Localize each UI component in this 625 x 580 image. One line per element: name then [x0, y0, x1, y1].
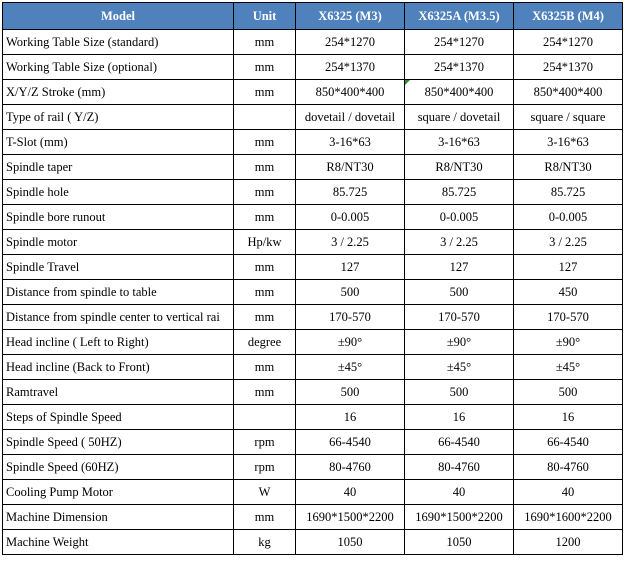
header-x6325: X6325 (M3) — [296, 3, 405, 30]
row-value-x6325: 1690*1500*2200 — [296, 505, 405, 530]
row-unit: mm — [234, 155, 296, 180]
row-unit: rpm — [234, 430, 296, 455]
table-row — [3, 530, 623, 555]
row-unit — [234, 405, 296, 430]
row-value-x6325: 500 — [296, 380, 405, 405]
header-x6325a: X6325A (M3.5) — [405, 3, 514, 30]
row-value-x6325b: ±90° — [514, 330, 623, 355]
row-label: Spindle bore runout — [3, 205, 234, 230]
row-value-x6325a: 3-16*63 — [405, 130, 514, 155]
table-row — [3, 180, 623, 205]
row-value-x6325b: 16 — [514, 405, 623, 430]
row-value-x6325a: 254*1370 — [405, 55, 514, 80]
row-value-x6325: 3 / 2.25 — [296, 230, 405, 255]
row-value-x6325: 40 — [296, 480, 405, 505]
row-unit: mm — [234, 380, 296, 405]
row-value-x6325: R8/NT30 — [296, 155, 405, 180]
row-label: Ramtravel — [3, 380, 234, 405]
table-row — [3, 455, 623, 480]
row-value-x6325a: 170-570 — [405, 305, 514, 330]
row-label: Spindle motor — [3, 230, 234, 255]
row-label: Working Table Size (standard) — [3, 30, 234, 55]
row-unit — [234, 105, 296, 130]
row-value-x6325b: 254*1270 — [514, 30, 623, 55]
row-unit: mm — [234, 280, 296, 305]
row-value-x6325b: 127 — [514, 255, 623, 280]
table-row — [3, 230, 623, 255]
table-row — [3, 205, 623, 230]
row-value-x6325b: 254*1370 — [514, 55, 623, 80]
row-unit: kg — [234, 530, 296, 555]
row-label: Type of rail ( Y/Z) — [3, 105, 234, 130]
row-value-x6325: ±45° — [296, 355, 405, 380]
row-value-x6325b: 1690*1600*2200 — [514, 505, 623, 530]
spec-table — [2, 2, 623, 555]
row-value-x6325a: 254*1270 — [405, 30, 514, 55]
row-value-x6325b: 450 — [514, 280, 623, 305]
table-row — [3, 355, 623, 380]
row-label: Working Table Size (optional) — [3, 55, 234, 80]
row-label: Machine Weight — [3, 530, 234, 555]
row-value-x6325b: ±45° — [514, 355, 623, 380]
row-value-x6325: 850*400*400 — [296, 80, 405, 105]
table-row — [3, 280, 623, 305]
row-unit: mm — [234, 355, 296, 380]
table-row — [3, 380, 623, 405]
table-row — [3, 130, 623, 155]
row-label: Cooling Pump Motor — [3, 480, 234, 505]
row-value-x6325b: square / square — [514, 105, 623, 130]
table-row — [3, 430, 623, 455]
row-value-x6325b: 1200 — [514, 530, 623, 555]
row-value-x6325: 3-16*63 — [296, 130, 405, 155]
row-value-x6325b: 3 / 2.25 — [514, 230, 623, 255]
row-value-x6325: 80-4760 — [296, 455, 405, 480]
row-value-x6325a: 850*400*400 — [405, 80, 514, 105]
spec-table-container — [2, 2, 623, 555]
row-unit: mm — [234, 30, 296, 55]
row-label: Distance from spindle to table — [3, 280, 234, 305]
table-row — [3, 55, 623, 80]
row-value-x6325b: R8/NT30 — [514, 155, 623, 180]
row-value-x6325b: 3-16*63 — [514, 130, 623, 155]
row-value-x6325a: 0-0.005 — [405, 205, 514, 230]
row-label: Head incline ( Left to Right) — [3, 330, 234, 355]
row-label: Machine Dimension — [3, 505, 234, 530]
row-label: Spindle Speed ( 50HZ) — [3, 430, 234, 455]
row-value-x6325b: 850*400*400 — [514, 80, 623, 105]
row-value-x6325: ±90° — [296, 330, 405, 355]
row-value-x6325a: R8/NT30 — [405, 155, 514, 180]
table-row — [3, 255, 623, 280]
row-value-x6325: 1050 — [296, 530, 405, 555]
row-unit: mm — [234, 205, 296, 230]
table-row — [3, 330, 623, 355]
row-unit: degree — [234, 330, 296, 355]
row-unit: mm — [234, 80, 296, 105]
row-value-x6325: 0-0.005 — [296, 205, 405, 230]
row-value-x6325a: 3 / 2.25 — [405, 230, 514, 255]
row-value-x6325: dovetail / dovetail — [296, 105, 405, 130]
row-unit: mm — [234, 505, 296, 530]
table-row — [3, 30, 623, 55]
row-value-x6325b: 500 — [514, 380, 623, 405]
row-label: Spindle hole — [3, 180, 234, 205]
row-label: T-Slot (mm) — [3, 130, 234, 155]
row-unit: mm — [234, 130, 296, 155]
row-label: Head incline (Back to Front) — [3, 355, 234, 380]
row-unit: W — [234, 480, 296, 505]
row-unit: mm — [234, 180, 296, 205]
row-value-x6325a: 500 — [405, 380, 514, 405]
row-value-x6325a: 80-4760 — [405, 455, 514, 480]
row-label: X/Y/Z Stroke (mm) — [3, 80, 234, 105]
table-row — [3, 80, 623, 105]
header-x6325b: X6325B (M4) — [514, 3, 623, 30]
row-value-x6325b: 40 — [514, 480, 623, 505]
row-value-x6325a: 500 — [405, 280, 514, 305]
row-unit: rpm — [234, 455, 296, 480]
row-value-x6325b: 170-570 — [514, 305, 623, 330]
row-value-x6325: 254*1370 — [296, 55, 405, 80]
row-value-x6325: 500 — [296, 280, 405, 305]
table-row — [3, 155, 623, 180]
row-unit: mm — [234, 305, 296, 330]
row-value-x6325b: 66-4540 — [514, 430, 623, 455]
row-label: Spindle taper — [3, 155, 234, 180]
row-value-x6325: 170-570 — [296, 305, 405, 330]
row-value-x6325a: 1050 — [405, 530, 514, 555]
row-value-x6325: 85.725 — [296, 180, 405, 205]
row-value-x6325: 254*1270 — [296, 30, 405, 55]
row-value-x6325b: 0-0.005 — [514, 205, 623, 230]
row-value-x6325a: 66-4540 — [405, 430, 514, 455]
header-model: Model — [3, 3, 234, 30]
table-row — [3, 405, 623, 430]
row-value-x6325: 127 — [296, 255, 405, 280]
row-value-x6325a: square / dovetail — [405, 105, 514, 130]
table-row — [3, 480, 623, 505]
row-value-x6325a: 1690*1500*2200 — [405, 505, 514, 530]
row-value-x6325a: 40 — [405, 480, 514, 505]
table-row — [3, 105, 623, 130]
row-value-x6325: 16 — [296, 405, 405, 430]
row-unit: mm — [234, 55, 296, 80]
row-value-x6325a: 85.725 — [405, 180, 514, 205]
row-label: Spindle Speed (60HZ) — [3, 455, 234, 480]
row-value-x6325a: ±45° — [405, 355, 514, 380]
table-row — [3, 305, 623, 330]
row-value-x6325a: ±90° — [405, 330, 514, 355]
row-value-x6325b: 85.725 — [514, 180, 623, 205]
header-unit: Unit — [234, 3, 296, 30]
row-value-x6325a: 16 — [405, 405, 514, 430]
row-unit: mm — [234, 255, 296, 280]
row-value-x6325b: 80-4760 — [514, 455, 623, 480]
row-label: Steps of Spindle Speed — [3, 405, 234, 430]
row-label: Spindle Travel — [3, 255, 234, 280]
row-unit: Hp/kw — [234, 230, 296, 255]
table-row — [3, 505, 623, 530]
row-value-x6325a: 127 — [405, 255, 514, 280]
header-row — [3, 3, 623, 30]
row-value-x6325: 66-4540 — [296, 430, 405, 455]
row-label: Distance from spindle center to vertical rai — [3, 305, 234, 330]
